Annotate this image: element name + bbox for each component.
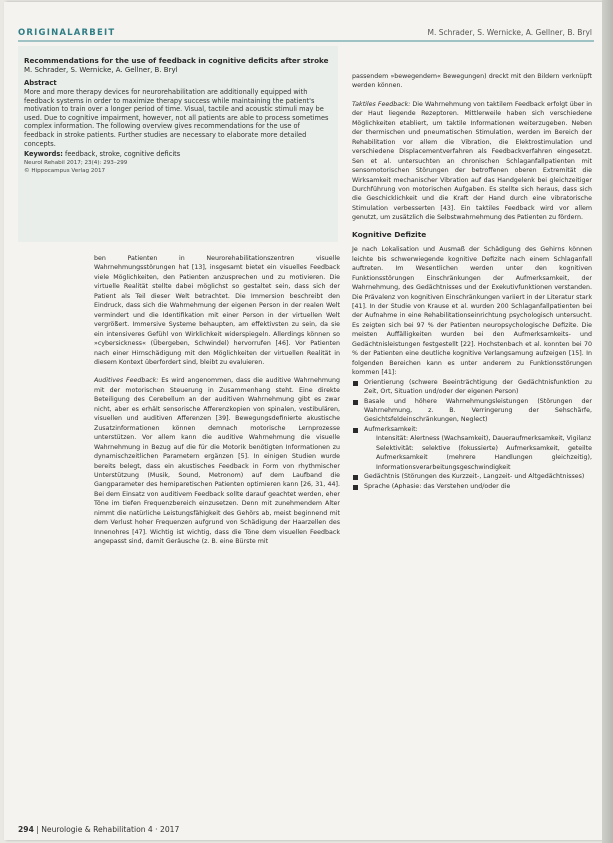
next-page-edge: [602, 0, 613, 843]
header-rule: [18, 40, 594, 42]
sub-item: Selektivität: selektive (fokussierte) Aufmerksamkeit, geteilte Aufmerksamkeit (mehrere Handlungen gleichzeitig), Informationsverarbeitungsgeschwindigkeit: [376, 444, 592, 471]
list-item: Basale und höhere Wahrnehmungsleistungen (Störungen der Wahrnehmung, z. B. Verringerung der Sehschärfe, Gesichtsfeldeinschränkungen, Neglect): [352, 397, 592, 425]
page-number: 294: [18, 825, 34, 834]
journal-reference: Neurol Rehabil 2017; 23(4): 293–299: [24, 159, 128, 166]
abstract-heading: Abstract: [24, 79, 57, 87]
left-column: [94, 254, 340, 547]
tactile-label: Taktiles Feedback:: [352, 100, 411, 108]
keywords: [24, 150, 332, 159]
right-column-top: passendem »bewegendem« Bewegungen) dreckt mit den Bildern verknüpft werden können.: [352, 73, 592, 90]
abstract-authors: M. Schrader, S. Wernicke, A. Gellner, B. Bryl: [24, 66, 178, 74]
right-column: [352, 72, 592, 491]
abstract-text: More and more therapy devices for neurorehabilitation are additionally equipped with feedback systems in order to maximize therapy success while maintaining the patient's motivation to train over a longer period of time. Visual, tactile and acoustic stimuli may be used. Due to cognitive impairment, however, not all patients are able to process sometimes complex information. The following overview gives recommendations for the use of feedback in stroke patients. Further studies are necessary to elaborate more detailed concepts.: [24, 88, 329, 148]
keywords-label: Keywords:: [24, 150, 63, 159]
list-item: Gedächtnis (Störungen des Kurzzeit-, Langzeit- und Altgedächtnisses): [352, 472, 592, 481]
tactile-paragraph: [352, 100, 592, 223]
keywords-text: feedback, stroke, cognitive deficits: [65, 150, 181, 159]
article-title: Recommendations for the use of feedback in cognitive deficits after stroke: [24, 56, 329, 65]
journal-name: Neurologie & Rehabilitation 4 · 2017: [41, 825, 180, 834]
section-label: ORIGINALARBEIT: [18, 28, 116, 38]
copyright: © Hippocampus Verlag 2017: [24, 167, 106, 174]
sub-item: Intensität: Alertness (Wachsamkeit), Daueraufmerksamkeit, Vigilanz: [376, 435, 592, 443]
visual-paragraph: ben Patienten in Neurorehabilitationszentren visuelle Wahrnehmungsstörungen hat [13], insgesamt bietet ein visuelles Feedback viele Möglichkeiten, den Patienten anzusprechen und zu motivieren. Die virtuelle Realität stellte dabei möglichst so gestaltet sein, dass sich der Patient als Teil dieser Welt betrachtet. Die Immersion beschreibt den Eindruck, dass sich die Wahrnehmung der eigenen Person in der realen Welt vermindert und die Identifikation mit einer Person in der virtuellen Welt vergrößert. Immersive Systeme behaupten, am effektivsten zu sein, da sie ein intensiveres Gefühl von Wirklichkeit widerspiegeln. Allerdings können so »cybersickness« (Übergeben, Schwindel) hervorrufen [46]. Vor Patienten nach einer Hirnschädigung mit den Möglichkeiten der virtuellen Realität in diesem Kontext überfordert sind, bleibt zu evaluieren.: [94, 255, 340, 366]
auditory-paragraph: [94, 376, 340, 546]
tactile-text: Die Wahrnehmung von taktilem Feedback erfolgt über in der Haut liegende Rezeptoren. Mittlerweile haben sich verschiedene Möglichkeiten etabliert, um taktile Informationen weiterzugeben. Neben der thermischen und pneumatischen Stimulation, werden im Bereich der Rehabilitation vor allem die Vibration, die Elektrostimulation und verschiedene Displacementverfahren als Feedbackverfahren eingesetzt. Sen et al. untersuchten an chronischen Schlaganfallpatienten mit sensomotorischen Störungen der betroffenen oberen Extremität die Wirksamkeit mechanischer Vibration auf das Handgelenk bei gleichzeitiger Durchführung von motorischen Aufgaben. Es stellte sich heraus, dass sich die Geschicklichkeit und die Kraft der Hand durch eine vibratorische Stimulation verbesserten [43]. Ein taktiles Feedback wird vor allem genutzt, um zusätzlich die Selbstwahrnehmung des Patienten zu fördern.: [352, 100, 592, 222]
list-item: Aufmerksamkeit:: [352, 425, 592, 434]
cognitive-paragraph: Je nach Lokalisation und Ausmaß der Schädigung des Gehirns können leichte bis schwerwiegende kognitive Defizite nach einem Schlaganfall auftreten. Im Wesentlichen werden unter den kognitiven Funktionsstörungen Einschränkungen der Aufmerksamkeit, der Wahrnehmung, des Gedächtnisses und der Exekutivfunktionen verstanden. Die Prävalenz von kognitiven Einschränkungen variiert in der Literatur stark [41]. In der Studie von Krause et al. wurden 200 Schlaganfallpatienten bei der Aufnahme in eine Rehabilitationseinrichtung psychologisch untersucht. Es zeigten sich bei 97 % der Patienten neuropsychologische Defizite. Die meisten Auffälligkeiten wurden bei den Aufmerksamkeits- und Gedächtnisleistungen festgestellt [22]. Hochstenbach et al. konnten bei 70 % der Patienten eine deutliche kognitive Verlangsamung aufzeigen [15]. In folgenden Bereichen kann es unter anderem zu Funktionsstörungen kommen [41]:: [352, 246, 592, 377]
english-abstract-box: [18, 46, 338, 242]
section-heading-cognitive: Kognitive Defizite: [352, 229, 427, 239]
list-item: Sprache (Aphasie: das Verstehen und/oder die: [352, 482, 592, 491]
auditory-text: Es wird angenommen, dass die auditive Wahrnehmung mit der motorischen Steuerung in Zusammenhang steht. Eine direkte Beteiligung des Cerebellum an der auditiven Wahrnehmung gibt es zwar nicht, aber es erhält sensorische Afferenzkopien von spinalen, vestibulären, visuellen und auditiven Afferenzen [39]. Bewegungsdefinierte akustische Zusatzinformationen können demnach motorische Lernprozesse unterstützen. Vor allem kann die auditive Wahrnehmung die visuelle Wahrnehmung in Bezug auf die für die Motorik benötigten Informationen zu dynamischzeitlichen Parametern ergänzen [5]. In einigen Studien wurde bereits belegt, dass ein akustisches Feedback in Form von rhythmischer Unterstützung (Musik, Sound, Metronom) auf dem Laufband die Gangparameter des hemiparetischen Patienten optimieren kann [26, 31, 44]. Bei dem Einsatz von auditivem Feedback sollte darauf geachtet werden, eher Töne im tiefen Frequenzbereich einzusetzen. Denn mit zunehmendem Alter nimmt die natürliche Leistungsfähigkeit des Gehörs ab, meist beginnend mit dem Verlust hoher Frequenzen aufgrund von Schädigung der Haarzellen des Innenohres [47]. Wichtig ist wichtig, dass die Töne dem visuellen Feedback angepasst sind, damit Geräusche (z. B. eine Bürste mit: [94, 377, 340, 546]
deficit-list: [352, 378, 592, 491]
journal-page: [4, 2, 602, 840]
list-item: Orientierung (schwere Beeinträchtigung der Gedächtnisfunktion zu Zeit, Ort, Situation und/oder der eigenen Person): [352, 378, 592, 397]
auditory-label: Auditives Feedback:: [94, 377, 159, 385]
running-authors: M. Schrader, S. Wernicke, A. Gellner, B. Bryl: [427, 28, 592, 37]
page-footer: 294 | Neurologie & Rehabilitation 4 · 2017: [18, 825, 180, 834]
